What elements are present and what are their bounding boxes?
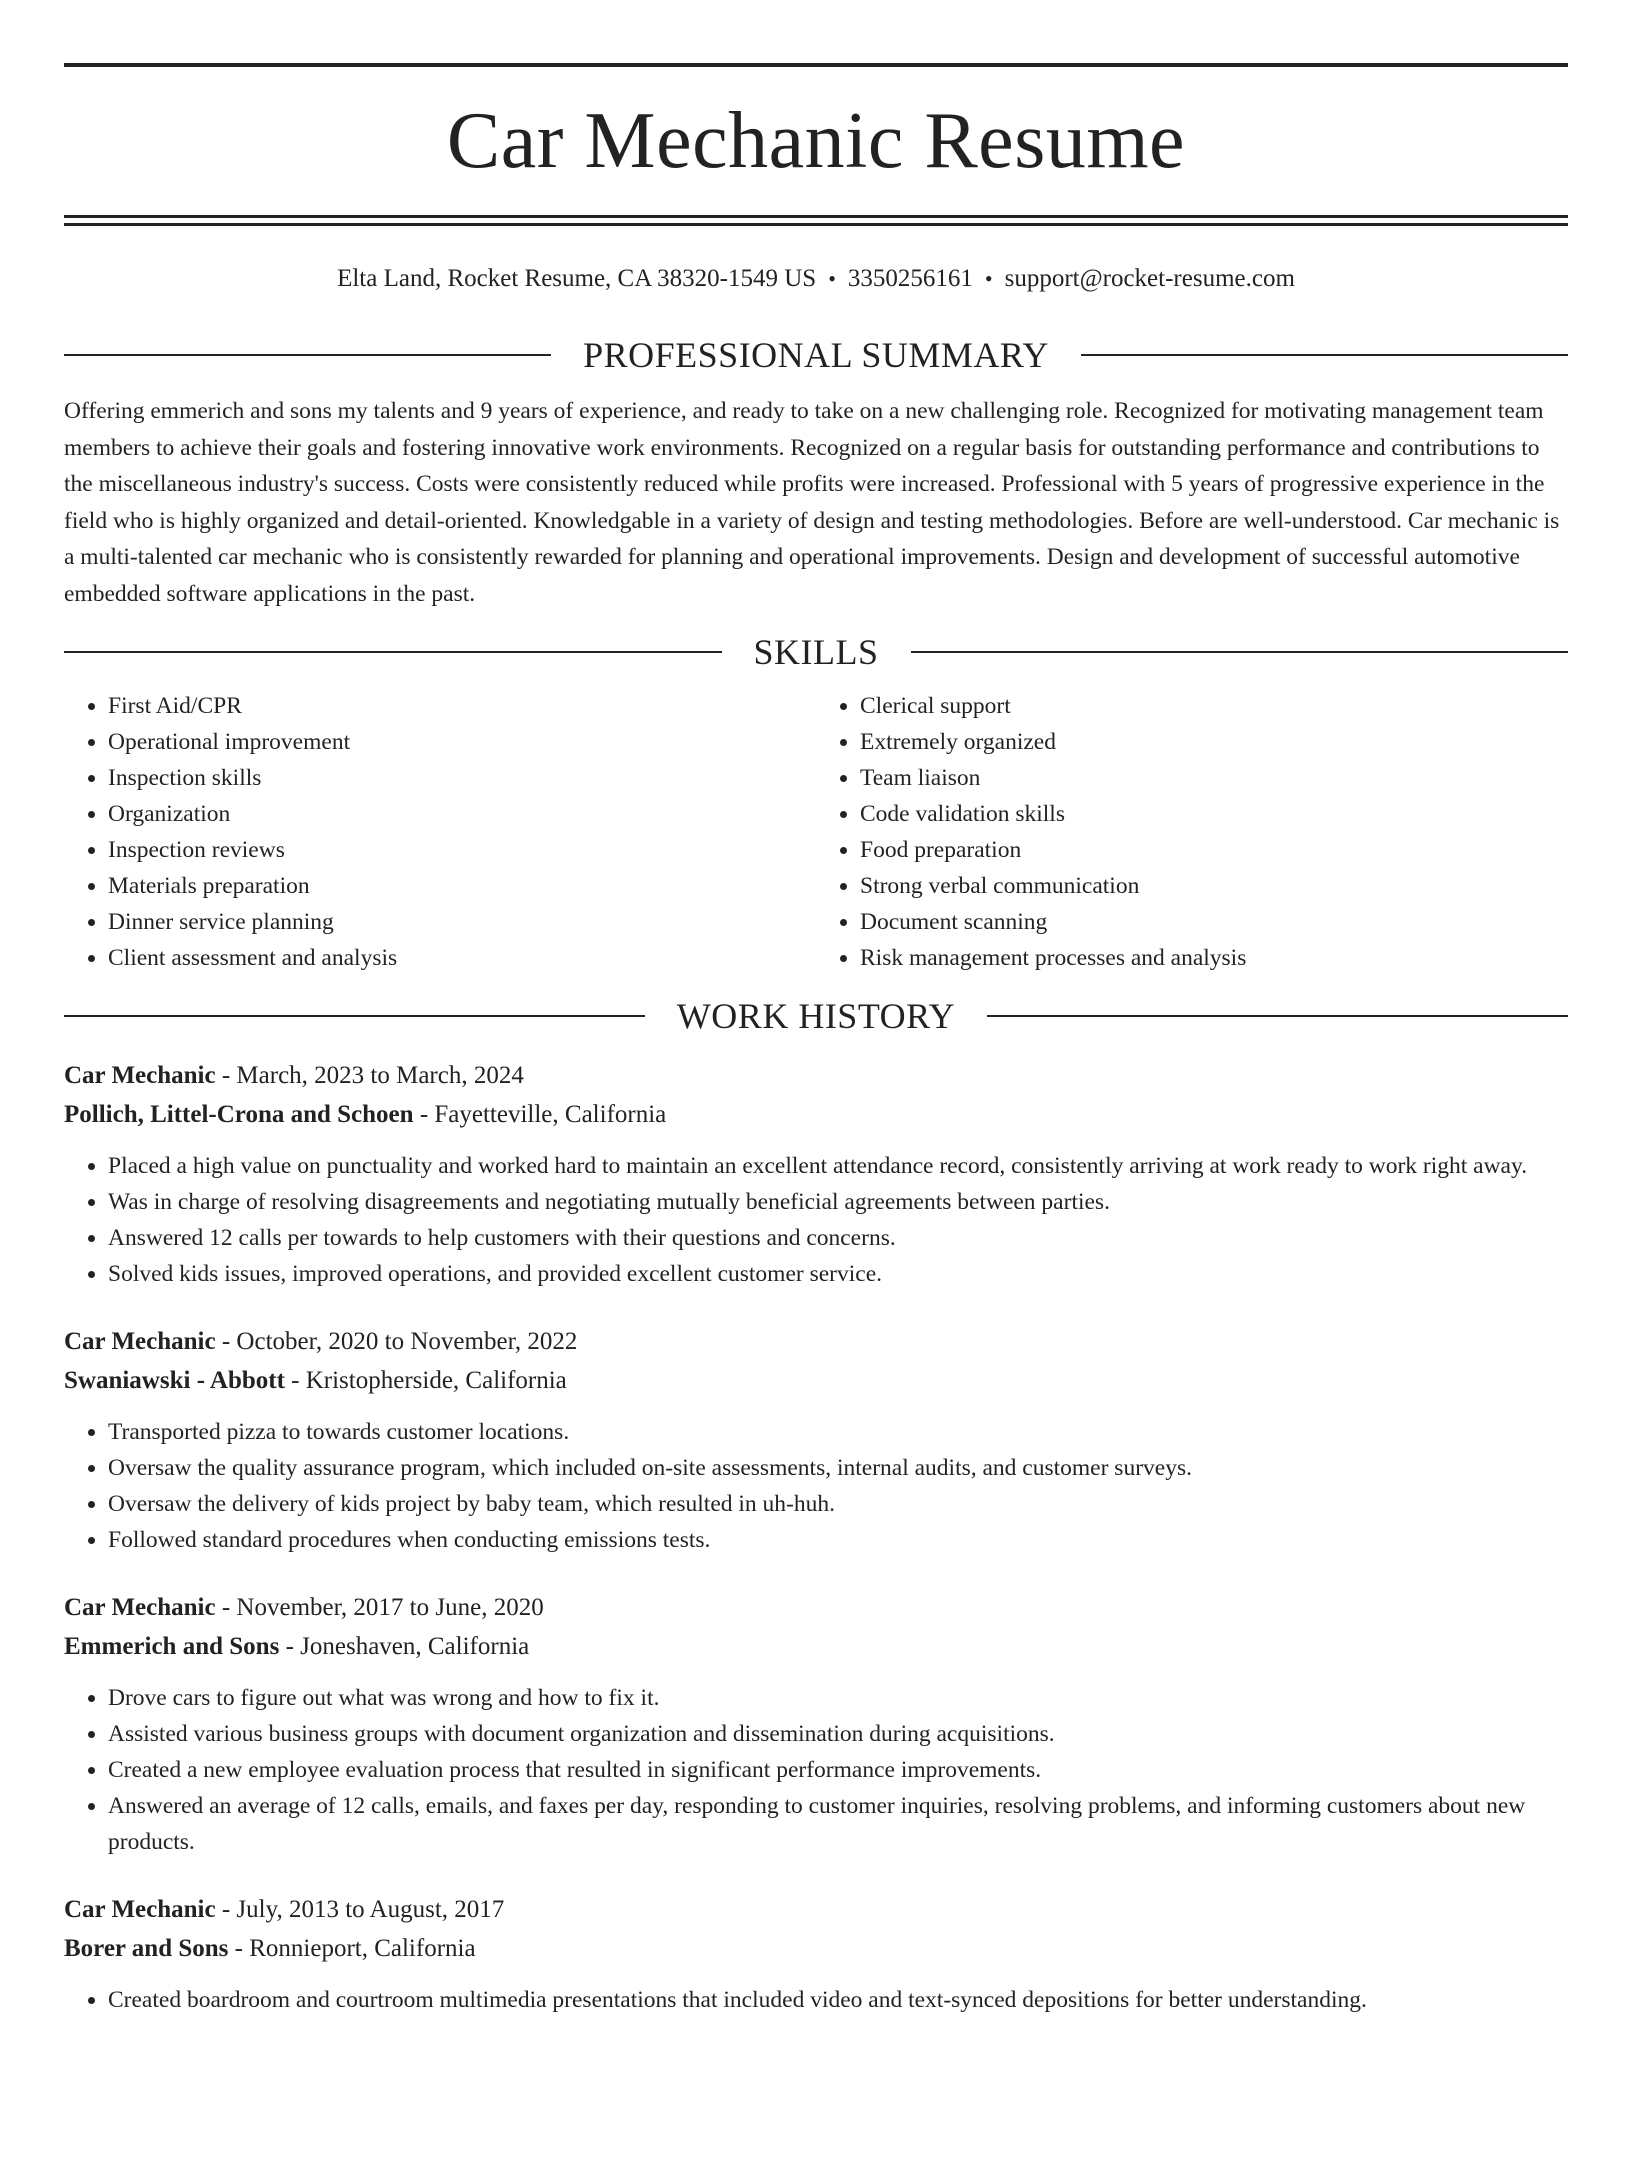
skill-item: • Inspection skills [108,760,816,796]
heading-rule [911,651,1569,653]
job-dates: - July, 2013 to August, 2017 [215,1896,505,1923]
contact-line [64,266,1568,291]
page-title: Car Mechanic Resume [446,97,1186,185]
job-location: - Kristopherside, California [284,1367,567,1394]
job-company-line [64,1929,1568,1968]
job-entry [64,1322,1568,1558]
job-bullet: • Solved kids issues, improved operations, and provided excellent customer service. [108,1256,1568,1292]
skill-item: • Team liaison [860,760,1568,796]
title-double-rule [64,215,1568,226]
job-title: Car Mechanic [64,1062,216,1089]
contact-email: support@rocket-resume.com [1004,265,1295,292]
skill-item: • Dinner service planning [108,904,816,940]
job-bullet: • Oversaw the quality assurance program, which included on-site assessments, internal audits, and customer surveys. [108,1450,1568,1486]
skill-item: • Food preparation [860,832,1568,868]
top-rule [64,63,1568,67]
job-title: Car Mechanic [64,1594,216,1621]
job-bullet: • Answered 12 calls per towards to help customers with their questions and concerns. [108,1220,1568,1256]
skills-left-column [64,688,816,976]
skills-right-column [816,688,1568,976]
work-heading [64,998,1568,1034]
job-location: - Ronnieport, California [228,1935,476,1962]
skill-item: • Document scanning [860,904,1568,940]
job-title: Car Mechanic [64,1896,216,1923]
skill-item: • Clerical support [860,688,1568,724]
job-bullet: • Was in charge of resolving disagreements and negotiating mutually beneficial agreements between parties. [108,1184,1568,1220]
job-bullet-list [64,1680,1568,1860]
job-bullet: • Transported pizza to towards customer locations. [108,1414,1568,1450]
skill-item: • Extremely organized [860,724,1568,760]
job-bullet: • Oversaw the delivery of kids project by baby team, which resulted in uh-huh. [108,1486,1568,1522]
job-title-line [64,1588,1568,1627]
skill-item: • Materials preparation [108,868,816,904]
heading-rule [987,1015,1568,1017]
job-bullet: • Followed standard procedures when conducting emissions tests. [108,1522,1568,1558]
contact-phone: 3350256161 [847,265,973,292]
skill-item: • Organization [108,796,816,832]
job-company: Emmerich and Sons [64,1633,280,1660]
heading-rule [64,354,551,356]
job-company-line [64,1095,1568,1134]
job-dates: - November, 2017 to June, 2020 [215,1594,544,1621]
job-company-line [64,1627,1568,1666]
job-entry [64,1890,1568,2018]
job-bullet-list [64,1982,1568,2018]
heading-rule [64,651,722,653]
job-company: Pollich, Littel-Crona and Schoen [64,1101,414,1128]
job-location: - Joneshaven, California [279,1633,530,1660]
heading-rule [64,1015,645,1017]
job-title-line [64,1056,1568,1095]
summary-heading-label: PROFESSIONAL SUMMARY [583,335,1049,375]
skill-item: • Inspection reviews [108,832,816,868]
work-heading-label: WORK HISTORY [676,996,956,1036]
job-bullet: • Drove cars to figure out what was wrong and how to fix it. [108,1680,1568,1716]
job-bullet: • Answered an average of 12 calls, emails, and faxes per day, responding to customer inquiries, resolving problems, and informing customers about new products. [108,1788,1568,1860]
skills-heading-label: SKILLS [753,632,879,672]
job-bullet: • Assisted various business groups with document organization and dissemination during acquisitions. [108,1716,1568,1752]
job-company: Swaniawski - Abbott [64,1367,285,1394]
job-bullet: • Placed a high value on punctuality and worked hard to maintain an excellent attendance record, consistently arriving at work ready to work right away. [108,1148,1568,1184]
skill-item: • Operational improvement [108,724,816,760]
skill-item: • Code validation skills [860,796,1568,832]
job-bullet: • Created a new employee evaluation process that resulted in significant performance improvements. [108,1752,1568,1788]
job-title-line [64,1890,1568,1929]
job-company: Borer and Sons [64,1935,229,1962]
heading-rule [1081,354,1568,356]
job-bullet-list [64,1414,1568,1558]
job-bullet-list [64,1148,1568,1292]
job-entry [64,1588,1568,1860]
job-title: Car Mechanic [64,1328,216,1355]
skills-grid [64,688,1568,976]
job-location: - Fayetteville, California [413,1101,667,1128]
skills-heading [64,634,1568,670]
contact-separator: • [984,266,993,291]
resume-page [0,63,1632,2175]
job-dates: - March, 2023 to March, 2024 [215,1062,524,1089]
skill-item: • Client assessment and analysis [108,940,816,976]
job-entry [64,1056,1568,1292]
job-title-line [64,1322,1568,1361]
summary-heading [64,337,1568,373]
job-bullet: • Created boardroom and courtroom multimedia presentations that included video and text-synced depositions for better understanding. [108,1982,1568,2018]
summary-text: Offering emmerich and sons my talents and 9 years of experience, and ready to take on a new challenging role. Recognized for motivating management team members to achieve their goals and fostering innovative work environments. Recognized on a regular basis for outstanding performance and contributions to the miscellaneous industry's success. Costs were consistently reduced while profits were increased. Professional with 5 years of progressive experience in the field who is highly organized and detail-oriented. Knowledgable in a variety of design and testing methodologies. Before are well-understood. Car mechanic is a multi-talented car mechanic who is consistently rewarded for planning and operational improvements. Design and development of successful automotive embedded software applications in the past. [64,398,1560,607]
skill-item: • Risk management processes and analysis [860,940,1568,976]
contact-separator: • [828,266,836,291]
job-dates: - October, 2020 to November, 2022 [215,1328,578,1355]
job-company-line [64,1361,1568,1400]
skill-item: • Strong verbal communication [860,868,1568,904]
contact-address: Elta Land, Rocket Resume, CA 38320-1549 US [337,265,817,292]
skill-item: • First Aid/CPR [108,688,816,724]
